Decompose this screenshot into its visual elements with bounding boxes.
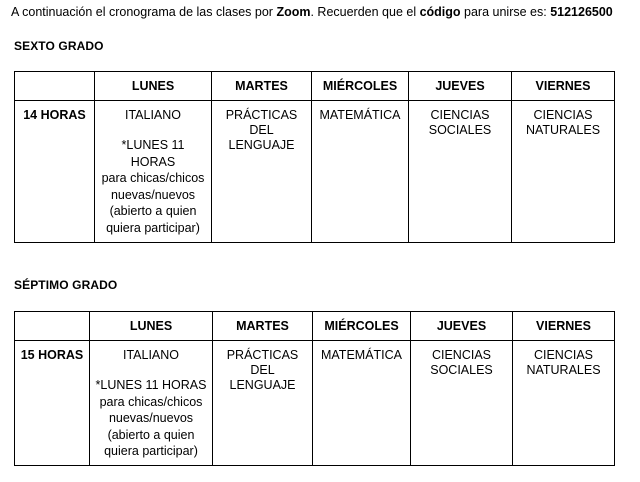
intro-prefix: A continuación el cronograma de las clases por (11, 5, 277, 19)
cell-viernes: CIENCIAS NATURALES (512, 101, 615, 243)
header-empty (15, 72, 95, 101)
hour-cell: 15 HORAS (15, 341, 90, 466)
header-viernes: VIERNES (512, 72, 615, 101)
header-jueves: JUEVES (411, 312, 513, 341)
cell-jueves: CIENCIAS SOCIALES (409, 101, 512, 243)
header-miercoles: MIÉRCOLES (312, 72, 409, 101)
table-header-row (15, 72, 615, 101)
header-lunes: LUNES (95, 72, 212, 101)
cell-martes: PRÁCTICAS DEL LENGUAJE (213, 341, 313, 466)
header-martes: MARTES (213, 312, 313, 341)
header-jueves: JUEVES (409, 72, 512, 101)
intro-codigo: código (419, 5, 461, 19)
cell-lunes-subject: ITALIANO (122, 348, 180, 362)
cell-lunes (90, 341, 213, 466)
header-miercoles: MIÉRCOLES (313, 312, 411, 341)
cell-lunes-note: *LUNES 11 HORAS para chicas/chicos nuevas/nuevos (abierto a quien quiera participar) (101, 138, 205, 235)
cell-viernes: CIENCIAS NATURALES (513, 341, 615, 466)
header-empty (15, 312, 90, 341)
intro-code: 512126500 (550, 5, 613, 19)
cell-miercoles: MATEMÁTICA (312, 101, 409, 243)
schedule-table-sexto (14, 71, 615, 243)
header-lunes: LUNES (90, 312, 213, 341)
cell-lunes (95, 101, 212, 243)
table-header-row (15, 312, 615, 341)
grade-title-sexto: SEXTO GRADO (14, 39, 104, 53)
intro-middle: . Recuerden que el (310, 5, 420, 19)
table-row (15, 341, 615, 466)
header-viernes: VIERNES (513, 312, 615, 341)
cell-lunes-note: *LUNES 11 HORAS para chicas/chicos nuevas/nuevos (abierto a quien quiera participar) (95, 378, 207, 458)
grade-title-septimo: SÉPTIMO GRADO (14, 278, 118, 292)
cell-lunes-subject: ITALIANO (124, 108, 182, 122)
cell-miercoles: MATEMÁTICA (313, 341, 411, 466)
schedule-table-septimo (14, 311, 615, 466)
intro-zoom: Zoom (276, 5, 311, 19)
header-martes: MARTES (212, 72, 312, 101)
intro-suffix: para unirse es: (460, 5, 551, 19)
cell-martes: PRÁCTICAS DEL LENGUAJE (212, 101, 312, 243)
table-row (15, 101, 615, 243)
cell-jueves: CIENCIAS SOCIALES (411, 341, 513, 466)
hour-cell: 14 HORAS (15, 101, 95, 243)
intro-text (11, 5, 613, 19)
